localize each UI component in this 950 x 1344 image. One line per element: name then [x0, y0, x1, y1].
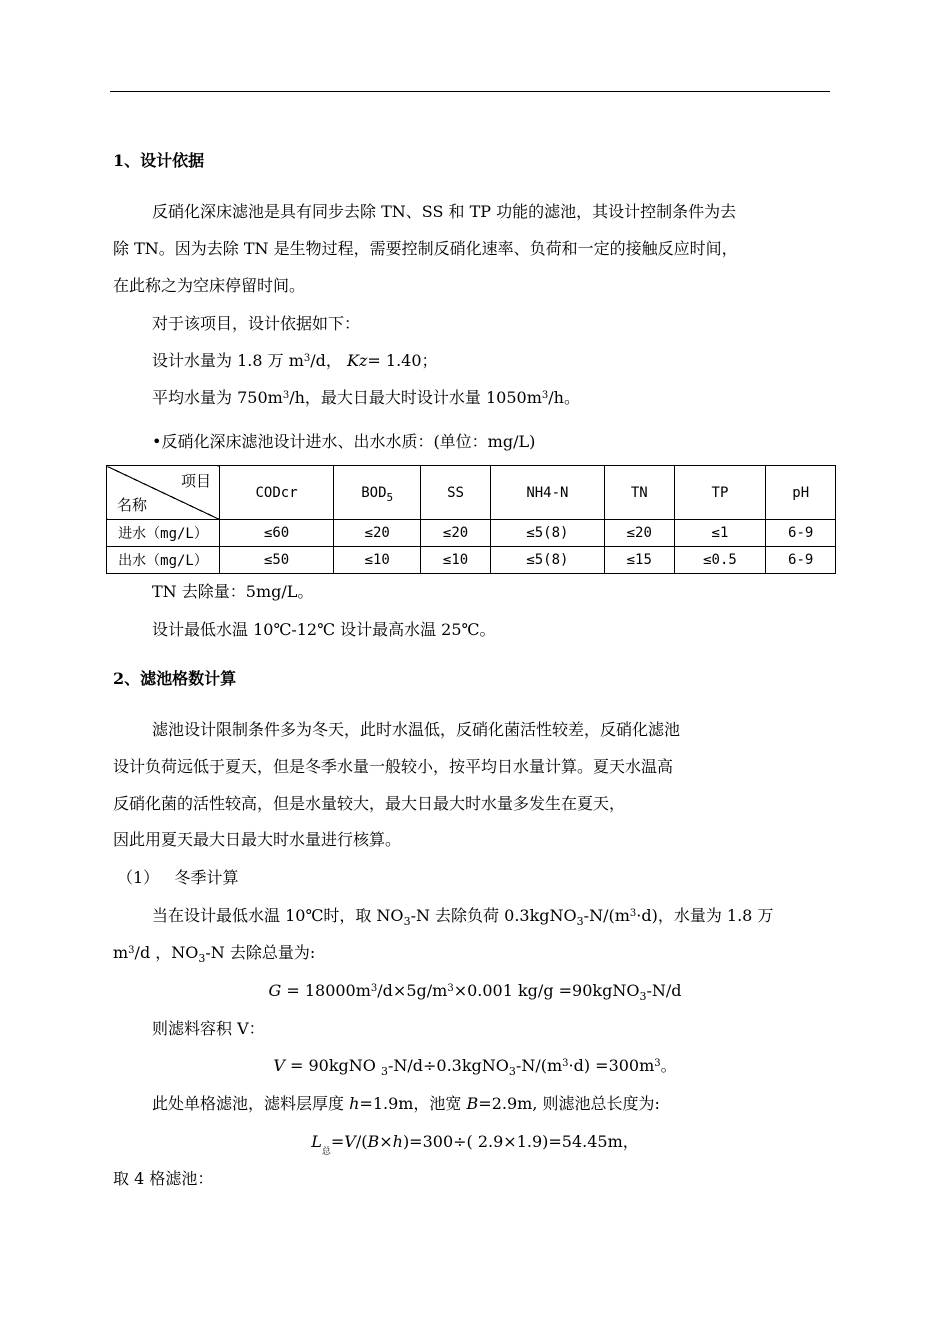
subsection-1-title: （1） 冬季计算	[117, 868, 239, 887]
table-header-row	[107, 466, 836, 520]
paragraph-3-line-1: 滤池设计限制条件多为冬天，此时水温低，反硝化菌活性较差，反硝化滤池	[152, 720, 681, 739]
section-2-title: 2、滤池格数计算	[113, 669, 237, 688]
table-cell: ≤15	[605, 547, 675, 574]
paragraph-tn-removal: TN 去除量：5mg/L。	[152, 582, 314, 601]
paragraph-1-line-3: 在此称之为空床停留时间。	[113, 276, 306, 295]
equation-l: $L_总=V/(B\times h)=300\div$( 2.9×1.9)=54.45m，	[311, 1132, 639, 1157]
paragraph-1-line-2: 除 TN。因为去除 TN 是生物过程，需要控制反硝化速率、负荷和一定的接触反应时间，	[113, 239, 738, 258]
water-quality-table	[106, 465, 836, 574]
table-row-influent	[107, 520, 836, 547]
table-cell: 6-9	[766, 520, 836, 547]
paragraph-3-line-3: 反硝化菌的活性较高，但是水量较大，最大日最大时水量多发生在夏天，	[113, 794, 626, 813]
row-label: 出水（mg/L）	[107, 547, 220, 574]
paragraph-4-line-1: 当在设计最低水温 10℃时，取 $NO_3-N$ 去除负荷 $0.3kgNO_3-N/(m^3\cdot d)$，水量为 1.8 万	[152, 906, 774, 928]
paragraph-take-4-filters: 取 4 格滤池：	[113, 1169, 214, 1188]
paragraph-single-filter: 此处单格滤池，滤料层厚度 h=1.9m，池宽 B=2.9m, 则滤池总长度为:	[152, 1094, 660, 1113]
table-cell: ≤10	[421, 547, 491, 574]
table-cell: ≤50	[220, 547, 334, 574]
paragraph-average-flow: 平均水量为 $750m^3/h$，最大日最大时设计水量 $1050m^3/h$。	[152, 388, 580, 407]
section-1-title: 1、设计依据	[113, 151, 205, 170]
paragraph-3-line-2: 设计负荷远低于夏天，但是冬季水量一般较小，按平均日水量计算。夏天水温高	[113, 757, 674, 776]
header-tp: TP	[674, 466, 766, 520]
header-ss: SS	[421, 466, 491, 520]
table-cell: ≤1	[674, 520, 766, 547]
paragraph-design-flow: 设计水量为 1.8 万 $m^3/d$， Kz= 1.40；	[152, 351, 438, 370]
table-caption: •反硝化深床滤池设计进水、出水水质：(单位：mg/L)	[152, 432, 536, 451]
paragraph-1-line-1: 反硝化深床滤池是具有同步去除 TN、SS 和 TP 功能的滤池，其设计控制条件为去	[152, 202, 737, 221]
table-cell: ≤20	[421, 520, 491, 547]
header-nh4n: NH4-N	[490, 466, 604, 520]
table-row-effluent	[107, 547, 836, 574]
table-cell: ≤60	[220, 520, 334, 547]
corner-label-item: 项目	[180, 472, 211, 490]
table-cell: 6-9	[766, 547, 836, 574]
row-label: 进水（mg/L）	[107, 520, 220, 547]
header-bod: $BOD_5$	[334, 466, 421, 520]
paragraph-3-line-4: 因此用夏天最大日最大时水量进行核算。	[113, 830, 402, 849]
table-cell: ≤0.5	[674, 547, 766, 574]
equation-v: V = 90kgNO $_3-N/d\div 0.3kgNO_3-N/(m^3\cdot d) =300m^3$。	[273, 1056, 677, 1078]
header-ph: pH	[766, 466, 836, 520]
table-cell: ≤20	[334, 520, 421, 547]
equation-g: $G = 18000m^3/d\times 5g/m^3\times 0.001$ kg/g =90kgNO$_3$-N/d	[268, 981, 682, 1003]
header-codcr: CODcr	[220, 466, 334, 520]
paragraph-filter-volume: 则滤料容积 V：	[152, 1019, 265, 1038]
corner-label-name: 名称	[117, 496, 148, 514]
paragraph-water-temp: 设计最低水温 10℃-12℃ 设计最高水温 25℃。	[152, 620, 496, 639]
table-corner-cell	[107, 466, 220, 520]
table-cell: ≤20	[605, 520, 675, 547]
table-cell: ≤5(8)	[490, 520, 604, 547]
table-cell: ≤5(8)	[490, 547, 604, 574]
header-rule	[110, 91, 830, 92]
paragraph-2: 对于该项目，设计依据如下：	[152, 314, 361, 333]
table-cell: ≤10	[334, 547, 421, 574]
paragraph-4-line-2: $m^3/d$ ，$NO_3-N$ 去除总量为:	[113, 943, 316, 965]
header-tn: TN	[605, 466, 675, 520]
